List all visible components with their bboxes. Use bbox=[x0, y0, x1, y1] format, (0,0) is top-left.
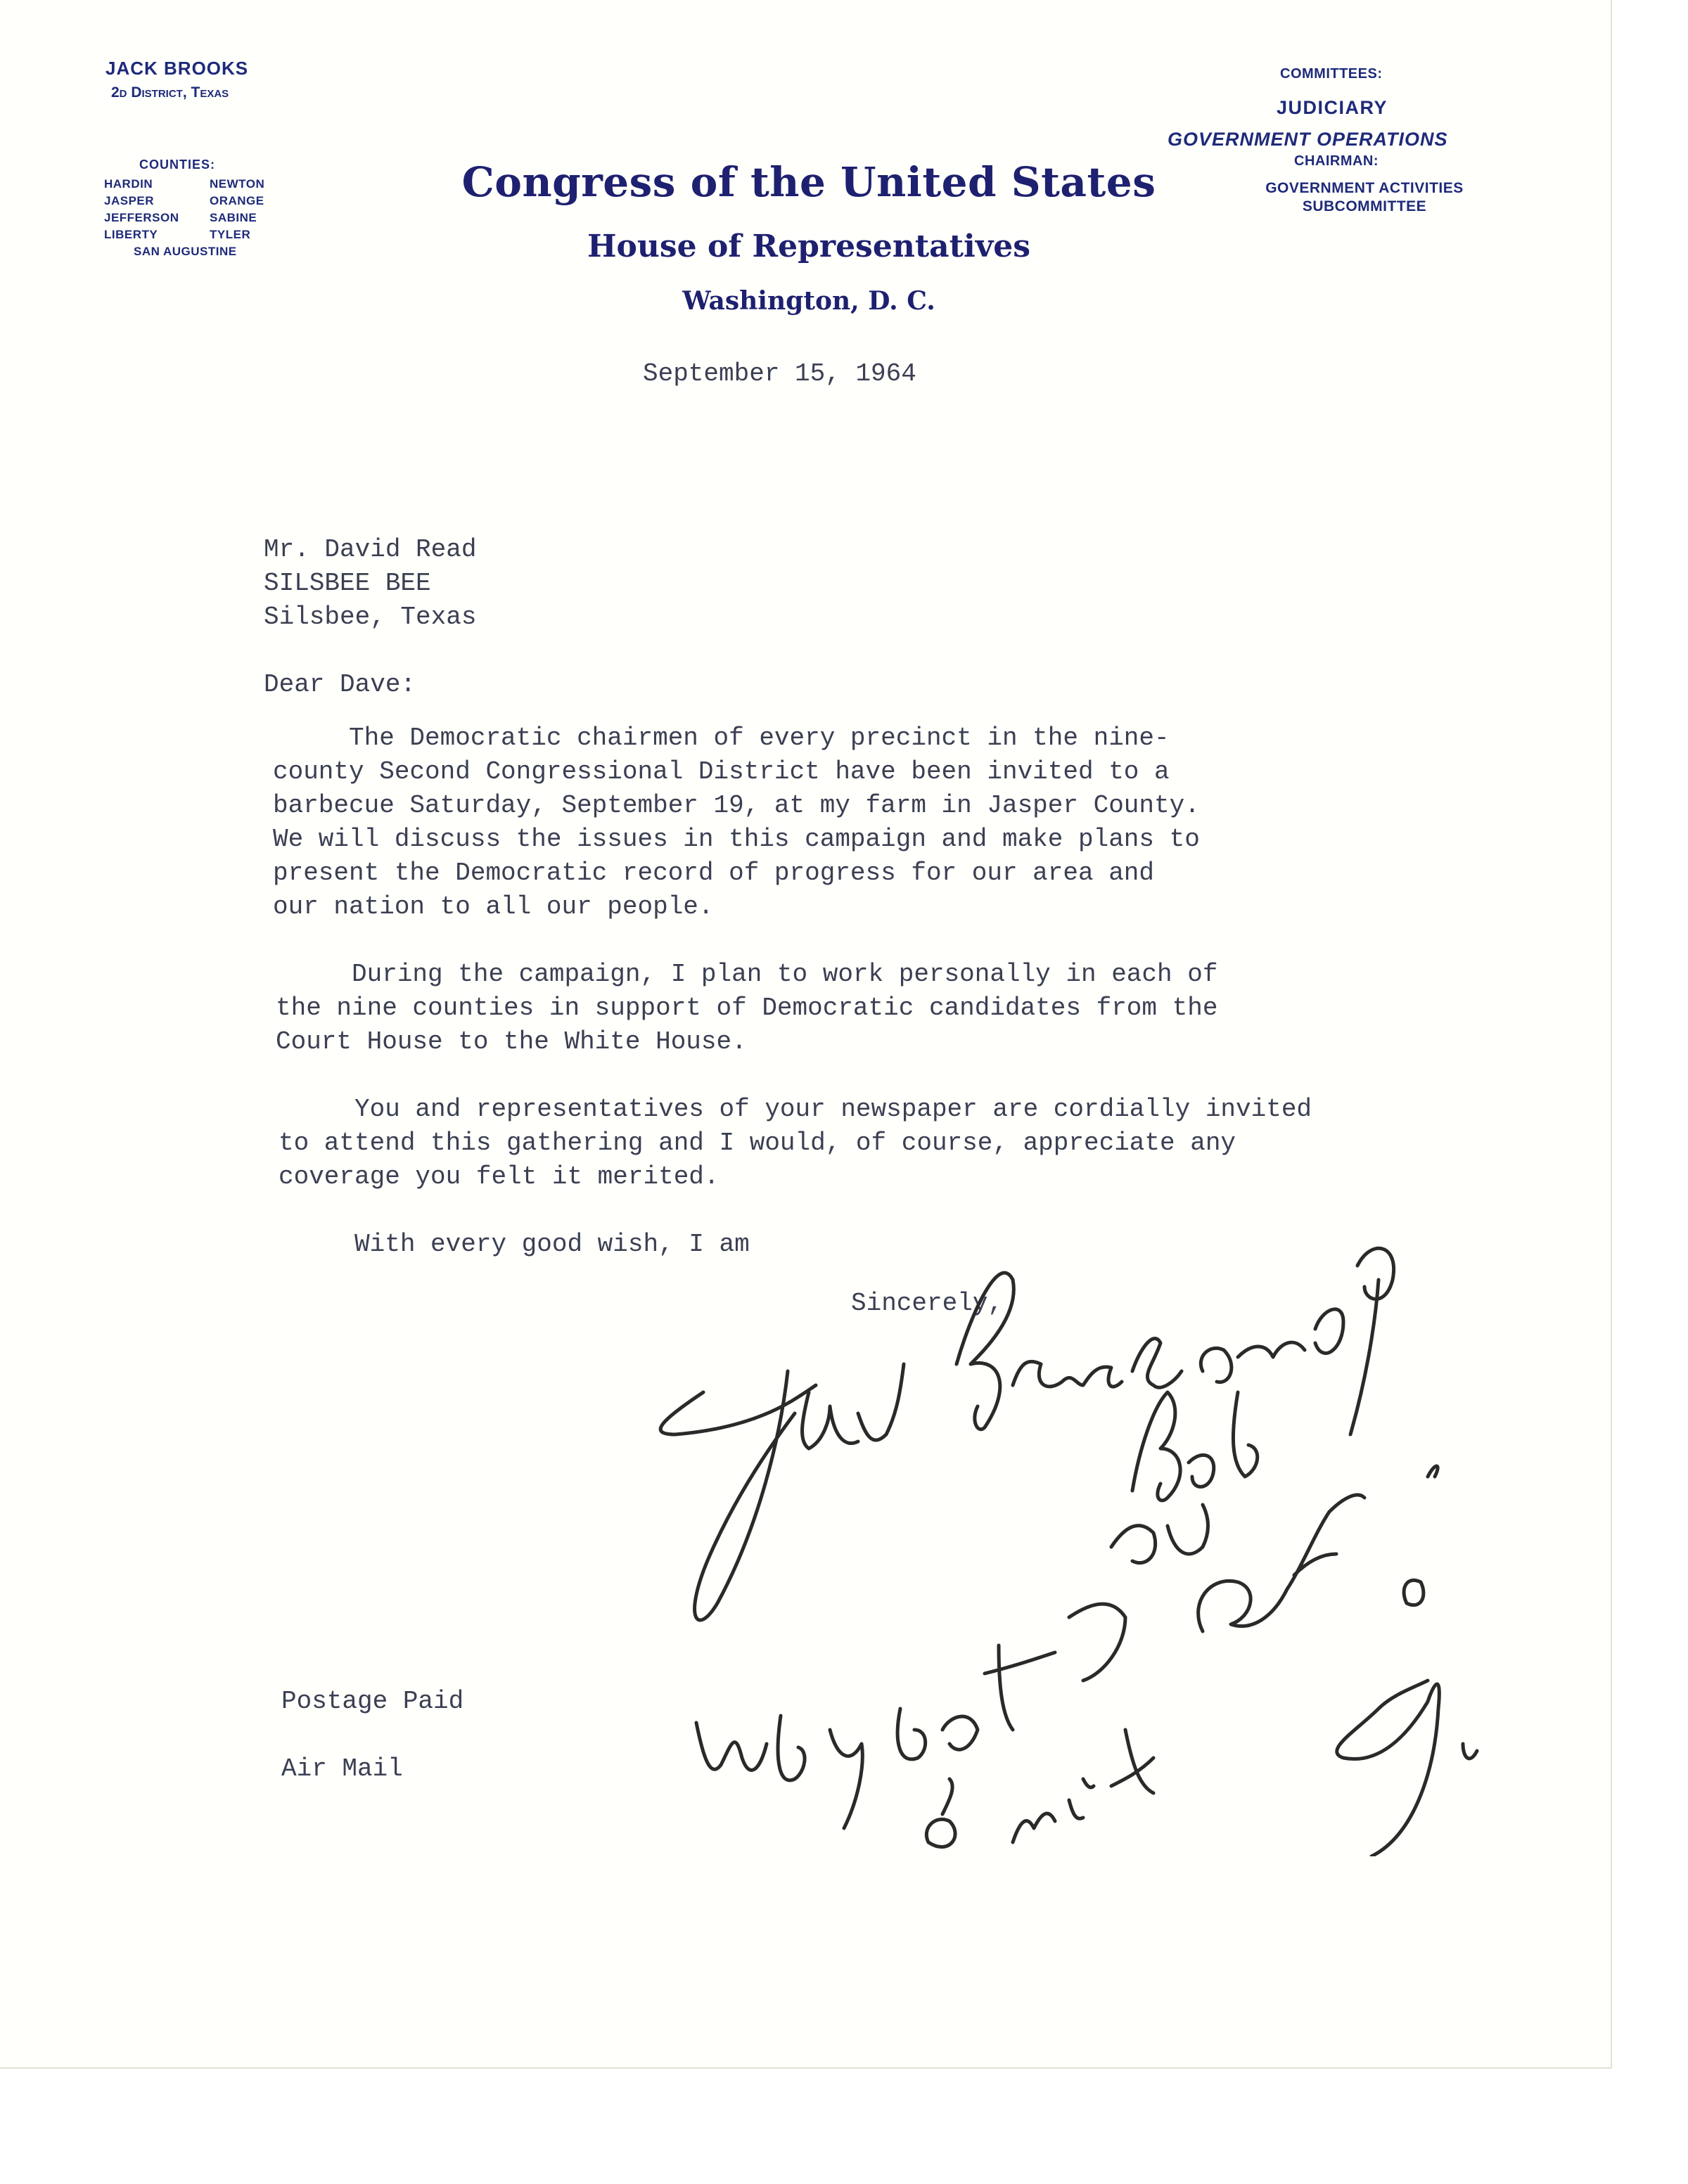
closing-line: With every good wish, I am bbox=[279, 1230, 750, 1259]
salutation: Dear Dave: bbox=[264, 670, 416, 699]
postage-note: Postage Paid bbox=[281, 1687, 464, 1716]
county-item: ORANGE bbox=[210, 194, 264, 207]
body-line: You and representatives of your newspaper are cordially invited bbox=[279, 1095, 1312, 1124]
body-line: The Democratic chairmen of every precinct in the nine- bbox=[273, 724, 1170, 752]
body-line: present the Democratic record of progress for our area and bbox=[273, 859, 1155, 887]
letterhead-subtitle: House of Representatives bbox=[587, 229, 1031, 264]
body-line: barbecue Saturday, September 19, at my farm in Jasper County. bbox=[273, 791, 1200, 820]
chair-subcommittee-line: GOVERNMENT ACTIVITIES bbox=[1265, 180, 1464, 196]
county-item: JEFFERSON bbox=[104, 211, 179, 224]
county-item: LIBERTY bbox=[104, 228, 158, 241]
body-line: coverage you felt it merited. bbox=[279, 1162, 720, 1191]
body-line: to attend this gathering and I would, of course, appreciate any bbox=[279, 1129, 1236, 1157]
body-line: Court House to the White House. bbox=[276, 1027, 747, 1056]
county-item: SABINE bbox=[210, 211, 257, 224]
county-item: JASPER bbox=[104, 194, 155, 207]
chairman-label: CHAIRMAN: bbox=[1294, 153, 1379, 169]
committee-judiciary: JUDICIARY bbox=[1277, 97, 1388, 118]
county-item: HARDIN bbox=[104, 177, 153, 191]
county-item: SAN AUGUSTINE bbox=[134, 245, 237, 258]
chair-subcommittee-line: SUBCOMMITTEE bbox=[1302, 198, 1427, 214]
sign-off: Sincerely, bbox=[851, 1289, 1004, 1318]
congressman-name: JACK BROOKS bbox=[106, 58, 249, 79]
address-line: SILSBEE BEE bbox=[264, 569, 431, 598]
address-line: Mr. David Read bbox=[264, 535, 477, 564]
body-line: We will discuss the issues in this campaign and make plans to bbox=[273, 825, 1200, 854]
letterhead-title: Congress of the United States bbox=[461, 158, 1156, 206]
county-item: TYLER bbox=[210, 228, 251, 241]
county-item: NEWTON bbox=[210, 177, 265, 191]
committees-heading: COMMITTEES: bbox=[1280, 66, 1383, 82]
committee-government-operations: GOVERNMENT OPERATIONS bbox=[1168, 129, 1448, 150]
body-line: the nine counties in support of Democratic candidates from the bbox=[276, 994, 1218, 1022]
address-line: Silsbee, Texas bbox=[264, 603, 477, 631]
handwritten-signature-and-note bbox=[619, 1223, 1519, 1856]
letterhead-city: Washington, D. C. bbox=[682, 286, 935, 316]
mail-note: Air Mail bbox=[281, 1754, 403, 1783]
counties-heading: COUNTIES: bbox=[139, 158, 215, 172]
body-line: our nation to all our people. bbox=[273, 892, 714, 921]
body-line: During the campaign, I plan to work personally in each of bbox=[276, 960, 1218, 989]
body-line: county Second Congressional District have been invited to a bbox=[273, 757, 1170, 786]
congressional-district: 2d District, Texas bbox=[111, 84, 229, 101]
letter-date: September 15, 1964 bbox=[643, 359, 916, 388]
